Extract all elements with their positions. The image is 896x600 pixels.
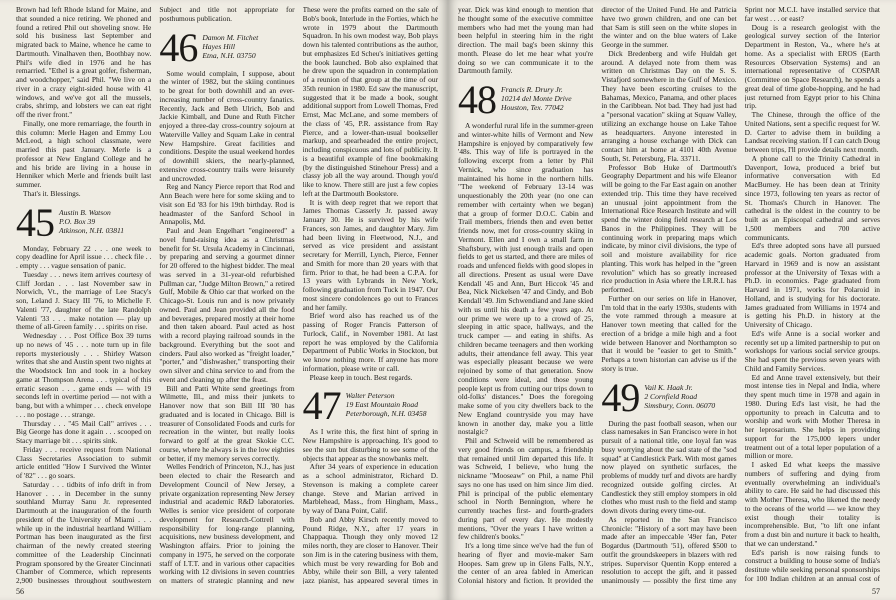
paragraph: I asked Ed what keeps the massive numbers of suffering and dying from eventually overwhelming an individual's ability to care. He said he had discussed this with Mother Theresa, who likened the needy to the oceans of the world — we know they exist though their totality is incomprehensible. But, "to lift one infant from a dust bin and nurture it back to health, that we can understand." bbox=[744, 460, 880, 548]
paragraph: Finally, one more remarriage, the fourth in this column: Merle Hagen and Emmy Lou McLeod, a high school classmate, were married this past January. Merle is a professor at New England College and he and his bride are living in a house in Henniker which Merle and friends built last summer. bbox=[16, 118, 152, 189]
address-line: Hayes Hill bbox=[202, 41, 236, 51]
address-line: Houston, Tex. 77042 bbox=[501, 103, 564, 112]
class-year-number: 46 bbox=[159, 24, 198, 70]
paragraph: After 34 years of experience in education as a school administrator, Richard D. Stevenson is making a complete career change. Steve and Marian arrived in Marblehead, Mass., from Hingham, Mass., by way of Dana Point, Calif. bbox=[302, 462, 438, 515]
class-year-number: 49 bbox=[601, 374, 640, 420]
class-header-45 bbox=[16, 199, 151, 245]
address-line: Simsbury, Conn. 06070 bbox=[644, 400, 716, 410]
paragraph: As reported in the San Francisco Chronicle: "History of a sort may have been made after an impeccable '49er fan, Peter Bogardus (Dartmouth '51), offered $500 to outfit the groundskeepers in blazers with red stripes. Supervisor Quentin Kopp entered a resolution to accept the gift, and it passed unanimously — possibly the first time any bbox=[601, 514, 737, 584]
paragraph: Phil and Schweid will be remembered as very good friends on campus, a friendship that remained until Jim departed this life. It was Schweid, I believe, who hung the nickname "Mooseaw" on Phil, a name Phil says no one has used on him since Jim died. Phil is principal of the public elementary school in North Bennington, where he currently teaches first- and fourth-graders during part of every day. He modestly mentions, "Over the years I have written a few children's books." bbox=[458, 436, 594, 542]
paragraph: Some would complain, I suppose, about the winter of 1982, but the skiing continues to be great for both downhill and an ever-increasing number of cross-country fanatics. Recently, Jack and Beth Ulrich, Bob and Jackie Kimball, and Dune and Ruth Fitcher enjoyed a three-day cross-country sojourn at Waterville Valley and Squam Lake in central New Hampshire. Great facilities and conditions. Despite the usual weekend hordes of downhill skiers, the nearly-planned, extensive cross-country trails were leisurely and uncrowded. bbox=[159, 68, 295, 183]
address-line: P.O. Box 39 bbox=[59, 216, 96, 226]
secretary-name: Francis R. Drury Jr. bbox=[501, 85, 563, 94]
paragraph: It's a long time since we've had the fun of hearing of flyer and movie-maker Sam Hoopes. Sam grew up in Glens Falls, N.Y., the center of an area fabled in American Colonial history and fiction. It provided the bbox=[458, 541, 594, 584]
page-number: 56 bbox=[16, 587, 24, 596]
class-year-number: 47 bbox=[302, 383, 341, 429]
class-header-49 bbox=[601, 374, 736, 420]
paragraph: Subject and title not appropriate for posthumous publication. bbox=[159, 6, 295, 23]
paragraph: A phone call to the Trinity Cathedral in Davenport, Iowa, produced a brief but informative conversation with Ed MacBurney. He has been dean at Trinity since 1973, following ten years as rector of St. Thomas's Church in Hanover. The cathedral is the oldest in the country to be built as an Episcopal cathedral and serves 1,500 members and 700 active communicants. bbox=[744, 153, 880, 242]
right-column-2 bbox=[601, 6, 736, 584]
secretary-name: Austin B. Watson bbox=[59, 207, 111, 217]
paragraph: Professor Bob Huke of Dartmouth's Geography Department and his wife Eleanor will be going to the Far East again on another extended trip. This time they have received an unusual joint appointment from the International Rice Research Institute and will spend the winter doing field research at Los Banos in the Philippines. They will be continuing work in preparing maps which indicate, by minor civil divisions, the type of soil and moisture availability for rice planting. This work has helped in the "green revolution" which has so greatly increased rice production in Asia where the I.R.R.I. has performed. bbox=[601, 162, 737, 294]
paragraph: These were the profits earned on the sale of Bob's book, Interlude in the Forties, which he wrote in 1979 about the Dartmouth Squadron. In his own modest way, Bob plays down his talented contributions as the author, but emphasizes Ed Scheu's initiatives getting the book launched. Bob also explained that he drew upon the squadron in contemplation of a reunion of that group at the time of our 35th reunion in 1980. Ed saw the manuscript, suggested that it be made a book, sought additional support from Lowell Thomas, Fred Ernst, Mac McLane, and some members of the class of '45, P.R. assistance from Ray Pierce, and a lower-than-usual bookseller markup, and spearheaded the entire project, including conspicuous and lots of publicity. It is a beautiful example of fine bookmaking (by the distinguished Stinehour Press) and a classy job all the way around. Though you'd like to know. There still are just a few copies left at the Dartmouth Bookstore. bbox=[302, 6, 438, 198]
paragraph: Ed and Anne travel extensively, but their most intense ties in Nepal and India, where they spent much time in 1978 and again in 1980. During Ed's last visit, he had the opportunity to preach in Calcutta and to worship and work with Mother Theresa in her leprosarium. She helps in providing support for the 175,000 lepers under treatment out of a total leper population of a million or more. bbox=[744, 372, 880, 461]
class-year-number: 45 bbox=[16, 199, 54, 245]
address-line: Etna, N.H. 03750 bbox=[202, 50, 256, 60]
paragraph: Saturday . . . tidbits of info drift in from Hanover . . . in December in the sunny southland Murray Sanu Jr. represented Dartmouth at the inauguration of the fourth president of the University of Miami . . . while up in the industrial heartland William Portman has been inaugurated as the first chairman of the newly created steering committee of the Leadership Cincinnati Program sponsored by the Greater Cincinnati Chamber of Commerce, which represents 2,900 businesses throughout southwestern bbox=[16, 479, 152, 584]
paragraph: year. Dick was kind enough to mention that he thought some of the executive committee members who had met the young man had been helpful in steering him in the right direction. The mail bag's been skinny this month. Please do let me hear what you're doing so we can communicate it to the Dartmouth family. bbox=[458, 6, 594, 76]
paragraph: A wonderful rural life in the summer-green and winter-white hills of Vermont and New Hampshire is enjoyed by comparatively few '48s. This way of life is portrayed in the following excerpt from a letter by Phil Vernick, who since graduation has maintained his home in the northern hills. "The weekend of February 13-14 was unquestionably the 20th year (no one can remember with certainty when we began) that a group of former D.O.C. Cabin and Trail members, friends then and even better friends now, met for cross-country skiing in Vermont. Ellen and I own a small farm in Shaftsbury, with just enough trails and open fields to get us started, and there are miles of roads and unfenced fields with good slopes in all directions. Present as usual were Dave Kendall '45 and Ann, Burt Hiccok '45 and Bea, Nick Nickelsen '47 and Cindy, and Bob Kendall '49. Jim Schwendiand and Jane skied with us until his death a few years ago. At our prime we were up to a crowd of 25, sleeping in attic space, hallways, and the truck camper — and eating in shifts. As children became teenagers and then working adults, their attendance fell away. This year was especially pleasant because we were rejoined by some of that generation. Snow conditions were ideal, and those young people kept us from cutting our trips down to old-folks' distances." Does the foregoing make some of you city dwellers back to the New England countryside you may have known in another day, make you a little nostalgic? bbox=[458, 121, 594, 437]
class-secretary-address bbox=[202, 31, 258, 60]
class-header-48 bbox=[458, 77, 593, 122]
right-column-1 bbox=[458, 6, 593, 584]
right-column-3 bbox=[745, 6, 880, 584]
paragraph: During the past football season, when our class namesakes in San Francisco were in hot pursuit of a national title, one loyal fan was busy worrying about the sad state of the "sod squad" at Candlestick Park. With most games now played on synthetic surfaces, the problems of muddy turf and divots are hardly recognized outside golfing circles. At Candlestick they still employ stompers in old clothes who must rush to the field and stamp down divots during every time-out. bbox=[601, 418, 737, 515]
paragraph: Ed's wife Anne is a social worker and recently set up a limited partnership to put on workshops for various social service groups. She had spent the previous seven years with Child and Family Services. bbox=[744, 328, 880, 373]
secretary-name: Walter Peterson bbox=[345, 391, 395, 401]
paragraph: Dick Bredenberg and wife Huldah get around. A delayed note from them was written on Christmas Day on the S. S. Vistafjord somewhere in the Gulf of Mexico. They have been escorting cruises to the Bahamas, Mexico, Panama, and other places in the Caribbean. Not bad. They had just had a "personal vacation" skiing at Squaw Valley, utilizing an exchange house on Lake Tahoe as headquarters. Anyone interested in arranging a house exchange with Dick can contact him at home at 4101 40th Avenue South, St. Petersburg, Fla. 33711. bbox=[601, 48, 737, 163]
paragraph: Tuesday . . . news item arrives courtesy of Cliff Jordan . . . last November saw in Norwich, Vt., the marriage of Lee Stacy's son, Leland J. Stacy III '76, to Michelle F. Valenti '77, daughter of the late Randolph Valenti '33 . . . make notation — play up theme of all-Green family . . . spirits on rise. bbox=[16, 269, 152, 332]
paragraph: Reg and Nancy Pierce report that Rod and Ann Beach were here for some skiing and to visit son Ed '83 for his 19th birthday. Rod is headmaster of the Sanford School in Annapolis, Md. bbox=[159, 182, 295, 227]
paragraph: It is with deep regret that we report that James Thomas Casserly Jr. passed away January 30. He is survived by his wife Frances, son James, and daughter Mary. Jim had been living in Fleetwood, N.J., and served as vice president and assistant secretary for Merrill, Lynch, Pierce, Fenner and Smith for more than 20 years with that firm. Prior to that, he had been a C.P.A. for 13 years with Lybrands in New York, following graduation from Tuck in 1947. Our most sincere condolences go out to Frances and her family. bbox=[302, 197, 438, 312]
paragraph: Brown had left Rhode Island for Maine, and that sounded a nice retiring. We phoned and found a retired Phil out shoveling snow. He sold his business last September and migrated back to Maine, whence he came to Dartmouth. Vinalhaven then, Boothbay now. Phil's wife died in 1976 and he has remarried. "Ethel is a great golfer, fisherman, and woodchopper," said Phil. "We live on a river in a crazy eight-sided house with 41 windows, and we've got all the mussels, crabs, shrimp, and lobsters we can eat right off the river front." bbox=[16, 6, 152, 119]
paragraph: Welles Fendrich of Princeton, N.J., has just been elected to chair the Research and Development Council of New Jersey, a private organization representing New Jersey industrial and academic R&D laboratories. Welles is senior vice president of corporate development for Research-Cottrell with responsibility for long-range planning, acquisitions, new business development, and Washington affairs. Prior to joining the company in 1975, he served on the corporate staff of I.T.T. and in various other capacities working with 12 divisions in seven countries on matters of strategic planning and new bbox=[159, 462, 295, 584]
class-secretary-address bbox=[59, 206, 124, 235]
page-number: 57 bbox=[872, 587, 880, 596]
paragraph: Ed's parish is now raising funds to construct a building to house some of India's destitute while seeking personal sponsorships for 100 Indian children at an annual cost of bbox=[744, 547, 880, 583]
secretary-name: Damon M. Fitchet bbox=[202, 32, 259, 42]
address-line: Peterborough, N.H. 03458 bbox=[345, 409, 427, 419]
paragraph: Please keep in touch. Best regards. bbox=[309, 372, 413, 382]
left-column-1 bbox=[16, 6, 151, 584]
paragraph: Bill and Patti White send greetings from Wilmette, Ill., and miss their junkets to Hanover now that son Bill III '80 has graduated and is located in Chicago. Bill is treasurer of Consolidated Foods and curls for recreation in the winter, but really looks forward to golf at the great Skokie C.C. course, where he always is in the low eighties or better, if my memory serves correctly. bbox=[159, 383, 295, 463]
paragraph: As I write this, the first hint of spring in New Hampshire is approaching. It's good to see the sun but disturbing to see some of the objects that appear as the snowbanks melt. bbox=[302, 427, 438, 463]
address-line: 19 East Mountain Road bbox=[345, 400, 419, 410]
paragraph: Further on our series on life in Hanover, I'm told that in the early 1930s, students with the vote rammed through a measure at Hanover town meeting that called for the erection of a bridge a mile high and a foot wide between Hanover and Northampton so that it would be "easier to get to Smith." Perhaps a town historian can advise us if the story is true. bbox=[601, 293, 737, 373]
class-header-46 bbox=[159, 24, 294, 70]
paragraph: That's it. Blessings. bbox=[23, 188, 81, 198]
class-year-number: 48 bbox=[458, 77, 496, 122]
paragraph: Sprint nor M.C.I. have installed service that far west . . . or east? bbox=[744, 6, 880, 23]
paragraph: director of the United Fund. He and Patricia have two grown children, and one can bet that Sam is still seen on the white slopes in the winter and on the blue waters of Lake George in the summer. bbox=[601, 6, 737, 49]
address-line: 2 Cornfield Road bbox=[644, 391, 698, 401]
address-line: 10214 del Monte Drive bbox=[501, 94, 572, 103]
paragraph: Friday . . . receive request from National Class Secretaries Association to submit article entitled "How I Survived the Winter of '82" . . . go soars. bbox=[16, 444, 152, 480]
right-page bbox=[448, 0, 896, 600]
class-secretary-address bbox=[644, 381, 715, 410]
class-header-47 bbox=[302, 383, 438, 429]
class-secretary-address bbox=[501, 83, 572, 112]
paragraph: Bob and Abby Kirsch recently moved to Pound Ridge, N.Y., after 17 years in Chappaqua. Though they only moved 12 miles north, they are closer to Hanover. Their son Jim is in the catering business with them, which must be very rewarding for Bob and Abby, while their son Bill, a very talented jazz pianist, has appeared several times in bbox=[302, 514, 438, 584]
secretary-name: Vail K. Haak Jr. bbox=[644, 382, 693, 392]
paragraph: Monday, February 22 . . . one week to copy deadline for April issue . . . check file . . . empty . . . vague sensation of panic. bbox=[16, 243, 152, 270]
class-secretary-address bbox=[346, 389, 427, 418]
paragraph: Thursday . . . "45 Mail Call" arrives . . . Big George has done it again . . . scooped on Stacy marriage bit . . . spirits sink. bbox=[16, 418, 152, 445]
left-column-2 bbox=[159, 6, 294, 584]
paragraph: Wednesday . . . Post Office Box 39 turns up no news of '45 . . . note turn up in file reports mysteriously . . . Shirley Watson writes that she and Austin spent two nights at the Woodstock Inn and took in a hockey game at Thompson Arena . . . typical of this erratic season . . . game ends — with 19 seconds left in overtime period — not with a bang, but with a whimper . . . check envelope . . . no postage . . . strange. bbox=[16, 331, 152, 419]
paragraph: Doug is a research geologist with the geological survey section of the Interior Department in Reston, Va., where he's at home. As a specialist with EROS (Earth Resources Observation Systems) and an international representative of COSPAR (Committee on Space Research), he spends a great deal of time globe-hopping, and he had just returned from Egypt prior to his China trip. bbox=[744, 22, 880, 111]
paragraph: The Chinese, through the office of the United Nations, sent a specific request for W. D. Carter to advise them in building a Landsat receiving station. If I can catch Doug between trips, I'll provide details next month. bbox=[744, 110, 880, 154]
address-line: Atkinson, N.H. 03811 bbox=[59, 225, 125, 235]
paragraph: Brief word also has reached us of the passing of Roger Francis Patterson of Turlock, Calif., in November 1981. At last report he was employed by the California Department of Public Works in Stockton, but we know nothing more. If anyone has more information, please write or call. bbox=[302, 311, 438, 373]
paragraph: Paul and Jean Engelhart "engineered" a novel fund-raising idea as a Christmas benefit for St. Ursula Academy in Cincinnati, by preparing and serving a gourmet dinner for 20 offered to the highest bidder. The meal was served in a 31-year-old refurbished Pullman car, "Judge Milton Brown," a retired Gulf, Mobile & Ohio car that worked on the Chicago-St. Louis run and is now privately owned. Paul and Jean provided all the food and beverages, prepared mostly at their home and then taken aboard. Paul acted as host with a record playing railroad sounds in the background. Everything but the soot and cinders. Paul also worked as "freight loader," "porter," and "dishwasher," transporting their own silver and china service to and from the event and cleaning up after the feast. bbox=[159, 226, 295, 384]
left-column-3 bbox=[303, 6, 438, 584]
paragraph: Ed's three adopted sons have all pursued academic goals. Norton graduated from Harvard in 1969 and is now an assistant professor at the University of Texas with a Ph.D. in economics. Page graduated from Harvard in 1971, works for Polaroid in Holland, and is studying for his doctorate. James graduated from Williams in 1974 and is getting his Ph.D. in history at the University of Chicago. bbox=[744, 241, 880, 329]
